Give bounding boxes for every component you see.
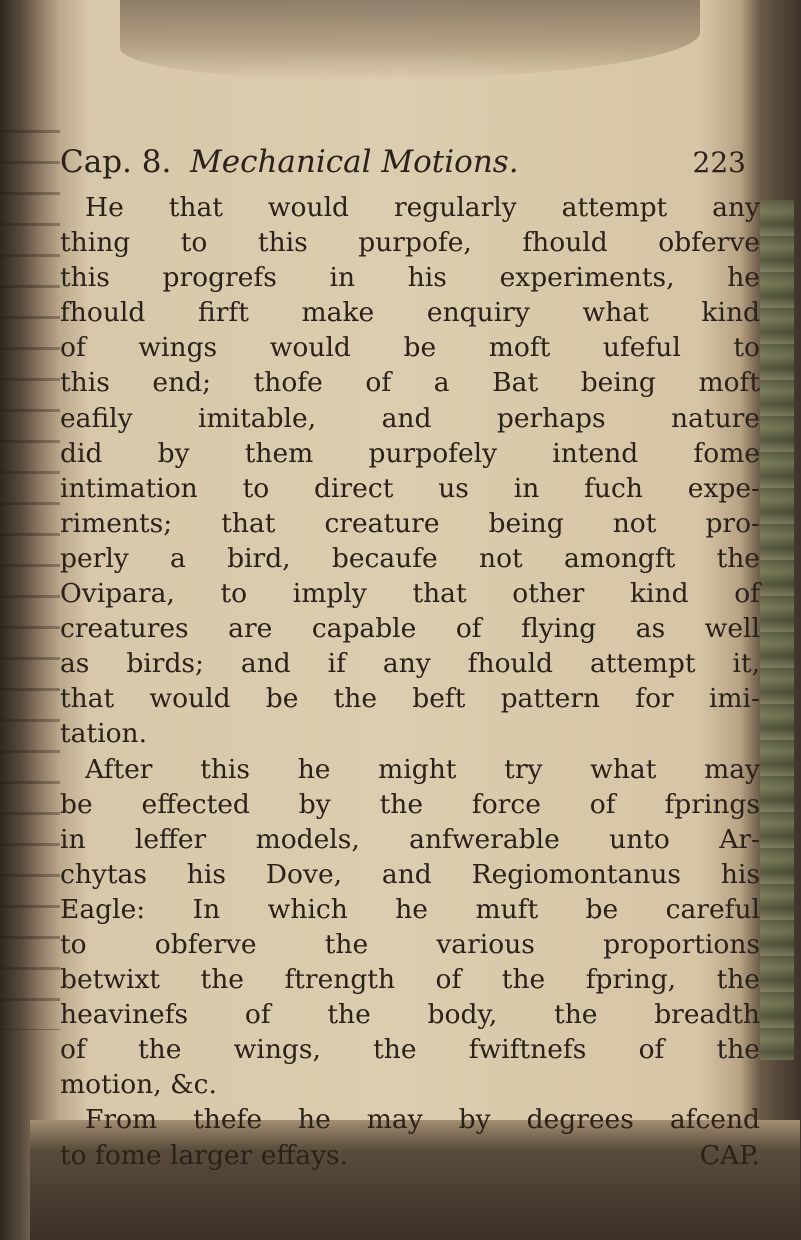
text-line: as birds; and if any fhould attempt it, xyxy=(60,648,760,680)
text-line: riments; that creature being not pro- xyxy=(60,507,760,539)
text-line: thing to this purpofe, fhould obferve xyxy=(60,227,760,259)
text-line: be effected by the force of fprings xyxy=(60,788,760,820)
text-line: After this he might try what may xyxy=(85,753,760,785)
catchword: CAP. xyxy=(699,1139,760,1171)
text-line xyxy=(60,1138,760,1173)
text-line: of wings would be moft ufeful to xyxy=(60,332,760,364)
right-edge-ornament xyxy=(760,200,794,1060)
text-line: in leffer models, anfwerable unto Ar- xyxy=(60,823,760,855)
running-header xyxy=(60,140,760,190)
text-line: heavinefs of the body, the breadth xyxy=(60,999,760,1031)
text-line: Ovipara, to imply that other kind of xyxy=(60,578,760,610)
chapter-label: Cap. 8. xyxy=(60,144,172,180)
text-line: to obferve the various proportions xyxy=(60,928,760,960)
body-text xyxy=(60,190,760,1173)
text-line: fhould firft make enquiry what kind xyxy=(60,297,760,329)
text-line: tation. xyxy=(60,718,148,750)
page-number: 223 xyxy=(692,146,746,179)
text-line: did by them purpofely intend fome xyxy=(60,437,760,469)
text-line: betwixt the ftrength of the fpring, the xyxy=(60,964,760,996)
text-line: intimation to direct us in fuch expe- xyxy=(60,472,760,504)
text-line: chytas his Dove, and Regiomontanus his xyxy=(60,858,760,890)
chapter-title: Mechanical Motions. xyxy=(190,144,519,180)
text-line: eafily imitable, and perhaps nature xyxy=(60,402,760,434)
text-line: of the wings, the fwiftnefs of the xyxy=(60,1034,760,1066)
text-line: creatures are capable of flying as well xyxy=(60,613,760,645)
text-line: motion, &c. xyxy=(60,1069,217,1101)
text-line: this end; thofe of a Bat being moft xyxy=(60,367,760,399)
text-line: that would be the beft pattern for imi- xyxy=(60,683,760,715)
book-page xyxy=(60,140,760,1171)
text-line: From thefe he may by degrees afcend xyxy=(85,1104,760,1136)
binding-stub-left xyxy=(0,130,60,1030)
text-line: perly a bird, becaufe not amongft the xyxy=(60,542,760,574)
text-line-body: to fome larger effays. xyxy=(60,1139,349,1171)
text-line: this progrefs in his experiments, he xyxy=(60,262,760,294)
text-line: Eagle: In which he muft be careful xyxy=(60,893,760,925)
text-line: He that would regularly attempt any xyxy=(85,192,760,223)
